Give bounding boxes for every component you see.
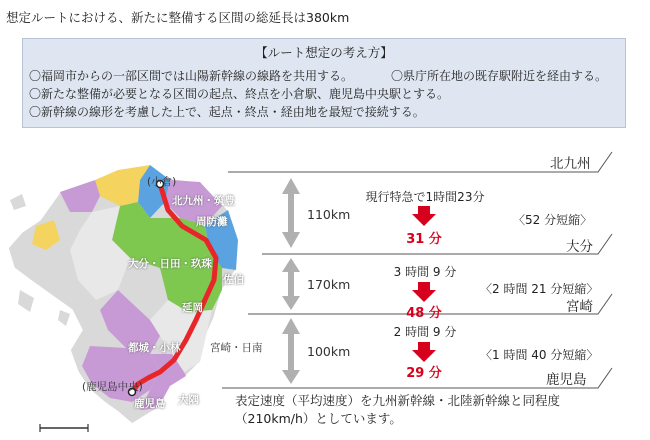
red-arrow-1 — [412, 206, 436, 226]
policy-line-3: 〇新たな整備が必要となる区間の起点、終点を小倉駅、鹿児島中央駅とする。 — [29, 87, 450, 101]
map-label-osumi: 大隅 — [178, 394, 199, 406]
map-label-nobeoka: 延岡 — [182, 302, 203, 314]
map-label-kagoshima: 鹿児島 — [134, 398, 166, 410]
headline: 想定ルートにおける、新たに整備する区間の総延長は380km — [6, 10, 350, 25]
red-arrow-3 — [412, 342, 436, 362]
speed-note-line-1: 表定速度（平均速度）を九州新幹線・北陸新幹線と同程度 — [235, 393, 561, 408]
current-time-segment-3: 2 時間 9 分 — [393, 325, 457, 339]
map-label-miyazaki-nichinan: 宮崎・日南 — [210, 342, 263, 354]
map-label-kitakyushu-chikuho: 北九州・筑豊 — [172, 195, 235, 207]
red-arrow-2 — [412, 282, 436, 302]
map-label-saiki: 佐伯 — [223, 274, 244, 286]
station-kagoshima: 鹿児島 — [546, 372, 587, 388]
policy-title: 【ルート想定の考え方】 — [255, 45, 393, 60]
current-time-segment-1: 現行特急で1時間23分 — [365, 190, 485, 204]
new-time-segment-3: 29 分 — [406, 366, 442, 381]
distance-segment-1: 110km — [307, 207, 351, 222]
map-label-oita-hita-kusu: 大分・日田・玖珠 — [128, 258, 212, 270]
distance-segment-3: 100km — [307, 344, 351, 359]
shortening-segment-2: 〈2 時間 21 分短縮〉 — [480, 282, 599, 296]
station-oita: 大分 — [566, 239, 593, 255]
policy-line-1: 〇福岡市からの一部区間では山陽新幹線の線路を共用する。 — [29, 69, 354, 83]
map-label-kagoshima-chuo: (鹿児島中央) — [82, 381, 143, 393]
island-3 — [58, 310, 70, 326]
map-label-suonada: 周防灘 — [196, 216, 228, 228]
station-kitakyushu: 北九州 — [550, 156, 591, 172]
shortening-segment-1: 〈52 分短縮〉 — [513, 213, 593, 227]
current-time-segment-2: 3 時間 9 分 — [393, 265, 457, 279]
map-label-kokura: (小倉) — [147, 176, 177, 188]
island-2 — [18, 290, 34, 312]
speed-note-line-2: （210km/h）としています。 — [235, 411, 402, 426]
station-miyazaki: 宮崎 — [566, 299, 593, 315]
policy-line-2: 〇県庁所在地の既存駅附近を経由する。 — [391, 69, 608, 83]
shortening-segment-3: 〈1 時間 40 分短縮〉 — [480, 348, 599, 362]
distance-segment-2: 170km — [307, 277, 351, 292]
speed-note — [235, 392, 560, 428]
map-label-miyakonojo-kobayashi: 都城・小林 — [128, 342, 181, 354]
route-policy-box — [22, 38, 626, 128]
policy-line-4: 〇新幹線の線形を考慮した上で、起点・終点・経由地を最短で接続する。 — [29, 105, 425, 119]
new-time-segment-2: 48 分 — [406, 306, 442, 321]
island-1 — [10, 194, 26, 210]
new-time-segment-1: 31 分 — [406, 232, 442, 247]
